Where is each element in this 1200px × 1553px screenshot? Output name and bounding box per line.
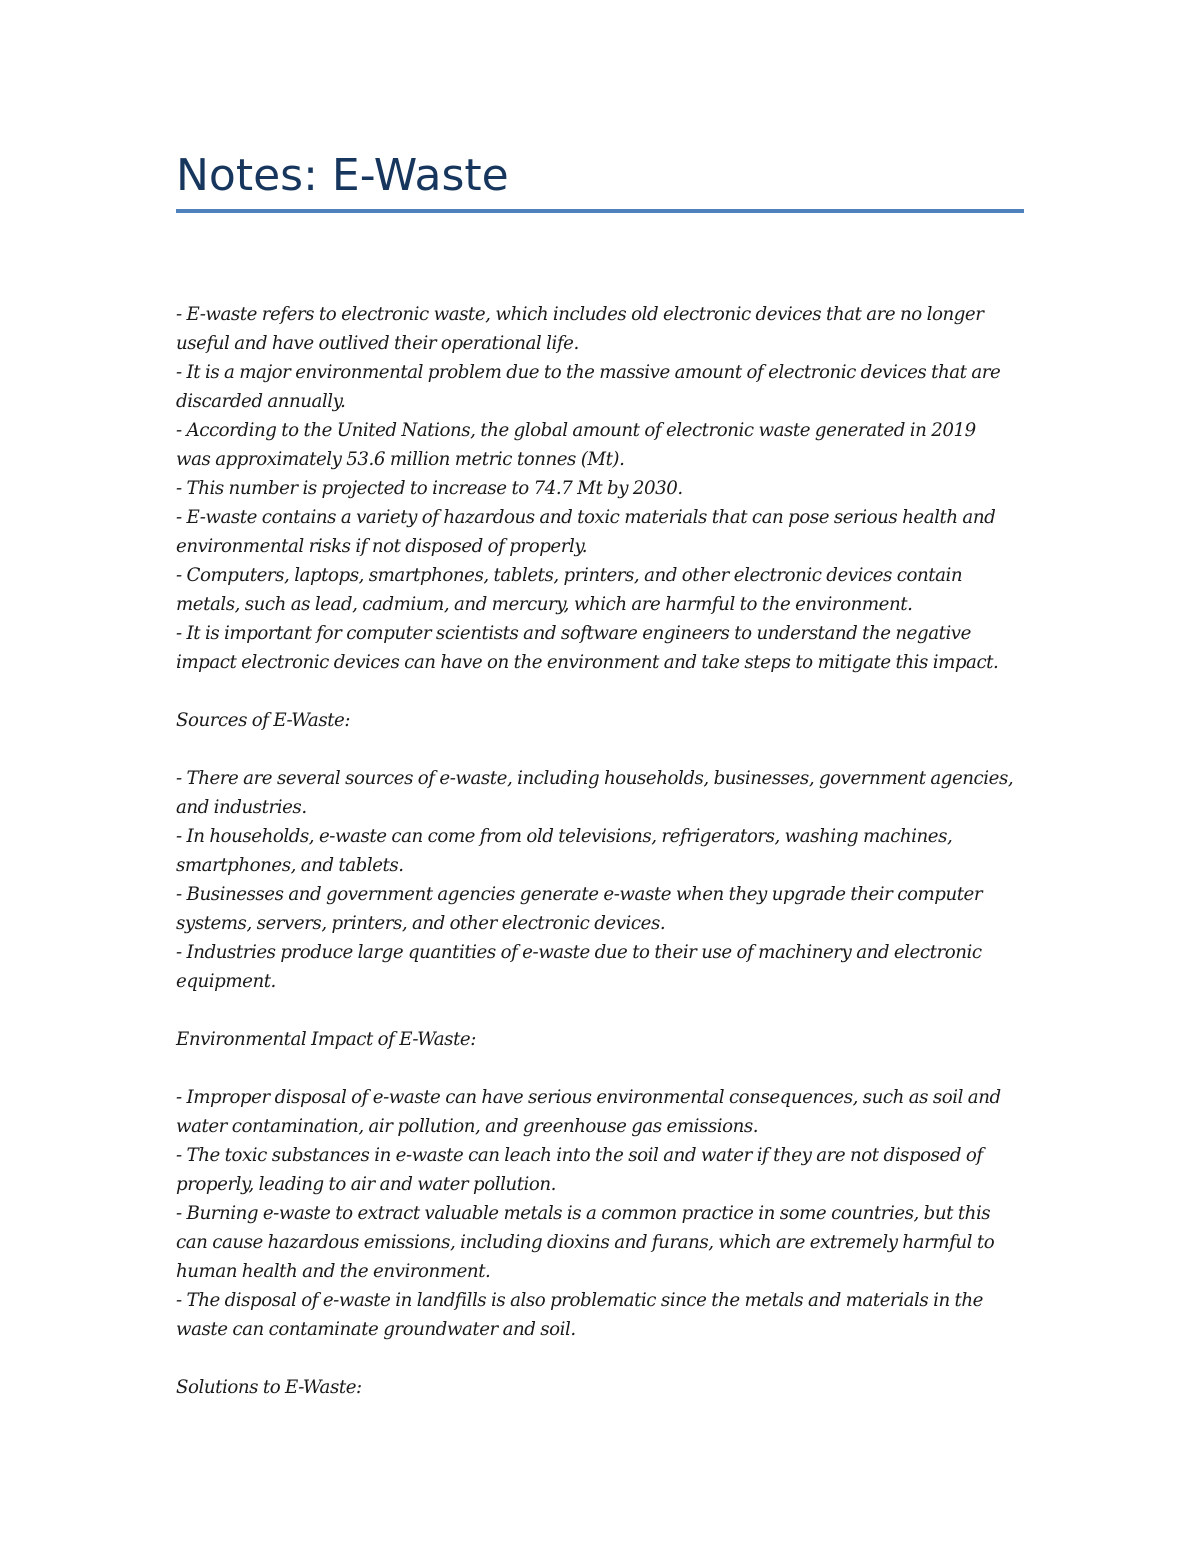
intro-line: - This number is projected to increase to 74.7 Mt by 2030. (176, 478, 683, 499)
impact-line: - Burning e-waste to extract valuable metals is a common practice in some countries, but this (176, 1203, 991, 1224)
intro-line: discarded annually. (176, 391, 346, 412)
intro-line: - It is important for computer scientists and software engineers to understand the negative (176, 623, 971, 644)
impact-line: - The toxic substances in e-waste can leach into the soil and water if they are not disposed of (176, 1145, 983, 1166)
intro-line: environmental risks if not disposed of properly. (176, 536, 588, 557)
intro-line: impact electronic devices can have on the environment and take steps to mitigate this impact. (176, 652, 999, 673)
impact-line: human health and the environment. (176, 1261, 491, 1282)
impact-line: waste can contaminate groundwater and soil. (176, 1319, 576, 1340)
intro-line: - E-waste contains a variety of hazardous and toxic materials that can pose serious health and (176, 507, 996, 528)
sources-line: - Industries produce large quantities of e-waste due to their use of machinery and electronic (176, 942, 982, 963)
page-title: Notes: E-Waste (176, 150, 509, 201)
intro-line: metals, such as lead, cadmium, and mercury, which are harmful to the environment. (176, 594, 913, 615)
intro-line: - According to the United Nations, the global amount of electronic waste generated in 2019 (176, 420, 976, 441)
intro-line: - It is a major environmental problem due to the massive amount of electronic devices that are (176, 362, 1001, 383)
intro-line: was approximately 53.6 million metric tonnes (Mt). (176, 449, 625, 470)
impact-line: can cause hazardous emissions, including dioxins and furans, which are extremely harmful to (176, 1232, 995, 1253)
impact-line: properly, leading to air and water pollution. (176, 1174, 557, 1195)
sources-line: smartphones, and tablets. (176, 855, 404, 876)
paragraph-gap (176, 677, 1036, 706)
intro-line: - Computers, laptops, smartphones, tablets, printers, and other electronic devices contain (176, 565, 963, 586)
sources-line: - In households, e-waste can come from old televisions, refrigerators, washing machines, (176, 826, 953, 847)
paragraph-gap (176, 1054, 1036, 1083)
paragraph-gap (176, 1344, 1036, 1373)
intro-line: - E-waste refers to electronic waste, which includes old electronic devices that are no longer (176, 304, 984, 325)
sources-heading: Sources of E-Waste: (176, 710, 351, 731)
intro-line: useful and have outlived their operational life. (176, 333, 579, 354)
title-underline (176, 209, 1024, 213)
impact-line: water contamination, air pollution, and greenhouse gas emissions. (176, 1116, 759, 1137)
paragraph-gap (176, 996, 1036, 1025)
paragraph-gap (176, 735, 1036, 764)
document-body (176, 300, 1036, 1402)
impact-heading: Environmental Impact of E-Waste: (176, 1029, 476, 1050)
sources-line: equipment. (176, 971, 276, 992)
sources-line: and industries. (176, 797, 307, 818)
sources-line: systems, servers, printers, and other electronic devices. (176, 913, 666, 934)
impact-line: - Improper disposal of e-waste can have serious environmental consequences, such as soil and (176, 1087, 1001, 1108)
impact-line: - The disposal of e-waste in landfills is also problematic since the metals and materials in the (176, 1290, 983, 1311)
sources-line: - Businesses and government agencies generate e-waste when they upgrade their computer (176, 884, 983, 905)
solutions-heading: Solutions to E-Waste: (176, 1377, 362, 1398)
sources-line: - There are several sources of e-waste, including households, businesses, government agencies, (176, 768, 1014, 789)
